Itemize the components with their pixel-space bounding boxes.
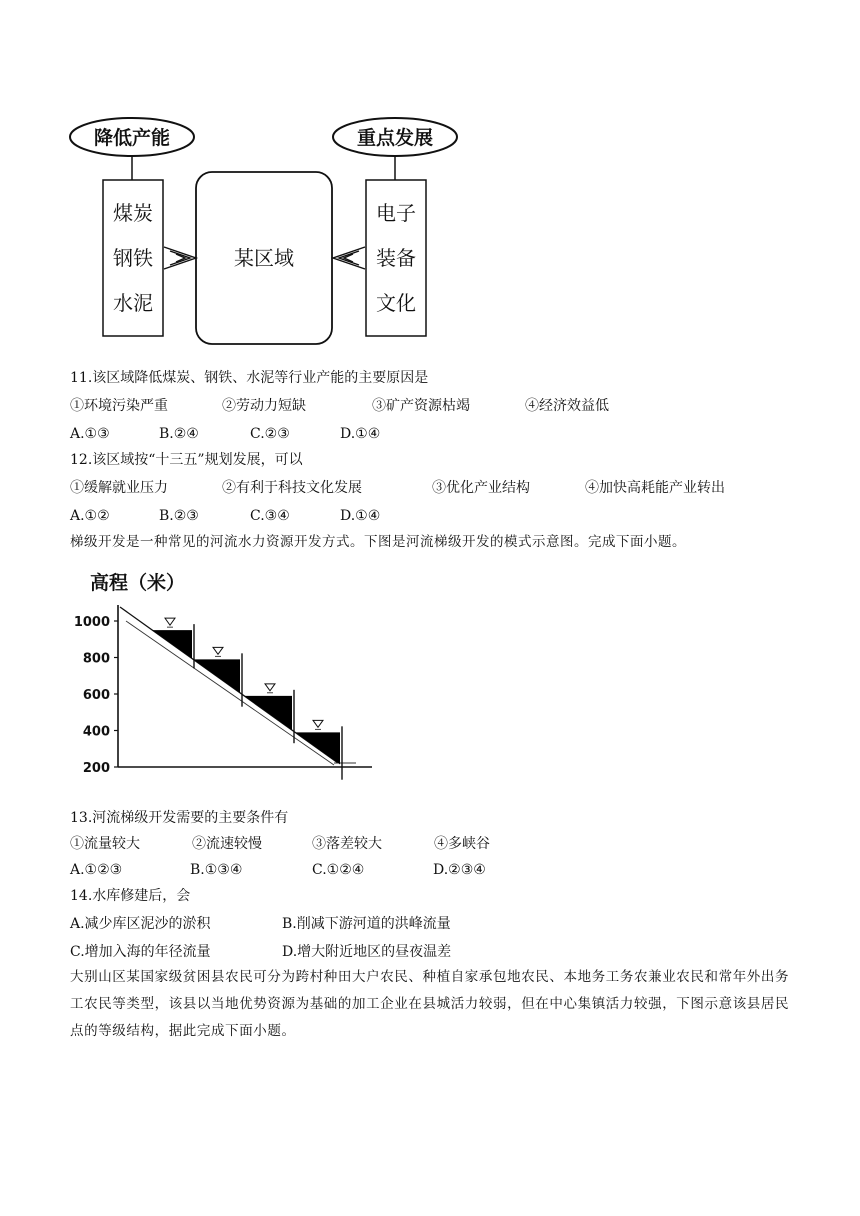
q12-item-1: ①缓解就业压力: [70, 480, 168, 496]
cascade-intro: 梯级开发是一种常见的河流水力资源开发方式。下图是河流梯级开发的模式示意图。完成下面小题。: [70, 534, 686, 550]
left-arrow-icon: [164, 247, 196, 269]
region-label: 某区域: [234, 246, 294, 270]
q14-stem: 14.水库修建后，会: [70, 888, 191, 904]
q11-choice-b[interactable]: B.②④: [159, 426, 199, 442]
q12-item-2: ②有利于科技文化发展: [222, 480, 362, 496]
q11-item-4: ④经济效益低: [525, 398, 609, 414]
q11-item-3: ③矿产资源枯竭: [372, 398, 470, 414]
q12-choice-c[interactable]: C.③④: [250, 508, 290, 524]
industry-cement: 水泥: [113, 291, 153, 315]
chart-ylabel: 高程（米）: [90, 572, 186, 594]
q11-choice-d[interactable]: D.①④: [340, 426, 381, 442]
cascade-chart: [70, 565, 390, 785]
water-level-icon-1: [165, 618, 175, 625]
right-arrow-icon: [333, 247, 365, 269]
key-development-label: 重点发展: [356, 127, 434, 149]
q13-choice-b[interactable]: B.①③④: [190, 862, 243, 878]
water-level-icon-3: [265, 684, 275, 691]
water-level-icon-4: [313, 720, 323, 727]
industry-coal: 煤炭: [113, 201, 153, 225]
q11-stem: 11.该区域降低煤炭、钢铁、水泥等行业产能的主要原因是: [70, 370, 429, 386]
q13-stem: 13.河流梯级开发需要的主要条件有: [70, 810, 289, 826]
industry-culture: 文化: [376, 291, 416, 315]
q11-choice-c[interactable]: C.②③: [250, 426, 290, 442]
y-tick-label-3: 400: [82, 724, 110, 740]
river-bed-inner: [126, 621, 334, 765]
q12-choice-d[interactable]: D.①④: [340, 508, 381, 524]
q13-item-4: ④多峡谷: [434, 836, 490, 852]
q13-choice-d[interactable]: D.②③④: [433, 862, 486, 878]
water-level-icon-2: [213, 647, 223, 654]
q11-choice-a[interactable]: A.①③: [70, 426, 110, 442]
q13-choice-c[interactable]: C.①②④: [312, 862, 365, 878]
y-tick-label-4: 200: [82, 761, 110, 776]
q12-stem: 12.该区域按“十三五”规划发展，可以: [70, 452, 303, 468]
industry-electronics: 电子: [376, 201, 416, 225]
q14-choice-d[interactable]: D.增大附近地区的昼夜温差: [282, 944, 452, 960]
q11-item-1: ①环境污染严重: [70, 398, 168, 414]
q12-item-3: ③优化产业结构: [432, 480, 530, 496]
industry-diagram: [60, 108, 460, 348]
q13-choice-a[interactable]: A.①②③: [70, 862, 123, 878]
q12-item-4: ④加快高耗能产业转出: [585, 480, 725, 496]
dabie-intro: 大别山区某国家级贫困县农民可分为跨村种田大户农民、种植自家承包地农民、本地务工务农兼业农民和常年外出务工农民等类型，该县以当地优势资源为基础的加工企业在县城活力较弱，但在中心集镇活力较强，下图示意该县居民点的等级结构，据此完成下面小题。: [70, 969, 790, 1039]
y-tick-label-2: 600: [82, 688, 110, 703]
industry-steel: 钢铁: [113, 246, 153, 270]
q14-choice-c[interactable]: C.增加入海的年径流量: [70, 944, 211, 960]
y-tick-label-0: 1000: [73, 615, 110, 630]
q13-item-3: ③落差较大: [312, 836, 382, 852]
y-tick-label-1: 800: [82, 651, 110, 667]
q13-item-1: ①流量较大: [70, 836, 140, 852]
industry-equipment: 装备: [376, 246, 416, 270]
q13-item-2: ②流速较慢: [192, 836, 262, 852]
q14-choice-b[interactable]: B.削减下游河道的洪峰流量: [282, 916, 451, 932]
reduce-capacity-label: 降低产能: [93, 127, 171, 149]
q12-choice-a[interactable]: A.①②: [70, 508, 110, 524]
q14-choice-a[interactable]: A.减少库区泥沙的淤积: [70, 916, 211, 932]
q11-item-2: ②劳动力短缺: [222, 398, 306, 414]
q12-choice-b[interactable]: B.②③: [159, 508, 199, 524]
